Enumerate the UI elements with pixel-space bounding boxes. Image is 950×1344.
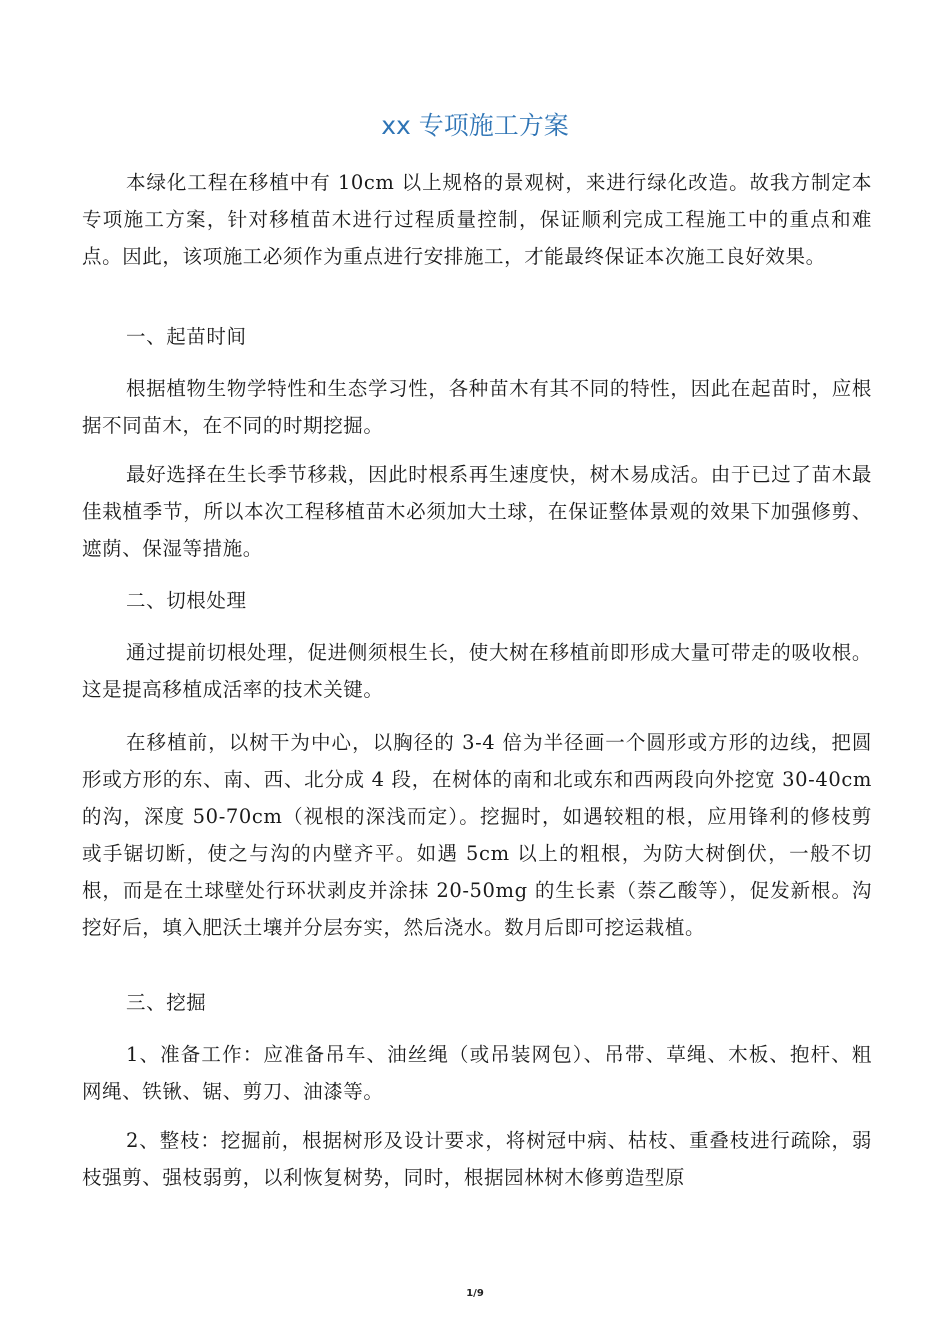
heading-qimiao-time: 一、起苗时间: [126, 325, 247, 348]
document-title: xx 专项施工方案: [381, 111, 569, 140]
paragraph-intro: 本绿化工程在移植中有 10cm 以上规格的景观树，来进行绿化改造。故我方制定本专项施工方案，针对移植苗木进行过程质量控制，保证顺利完成工程施工中的重点和难点。因此，该项施工必须作为重点进行安排施工，才能最终保证本次施工良好效果。: [82, 171, 872, 268]
paragraph-root-cutting-2: 在移植前，以树干为中心，以胸径的 3-4 倍为半径画一个圆形或方形的边线，把圆形或方形的东、南、西、北分成 4 段，在树体的南和北或东和西两段向外挖宽 30-40cm 的沟，深度 50-70cm（视根的深浅而定）。挖掘时，如遇较粗的根，应用锋利的修枝剪或手锯切断，使之与沟的内壁齐平。如遇 5cm 以上的粗根，为防大树倒伏，一般不切根，而是在土球壁处行环状剥皮并涂抹 20-50mg 的生长素（萘乙酸等），促发新根。沟挖好后，填入肥沃土壤并分层夯实，然后浇水。数月后即可挖运栽植。: [82, 731, 872, 939]
page-number: 1/9: [466, 1288, 484, 1299]
paragraph-preparation: 1、准备工作：应准备吊车、油丝绳（或吊装网包）、吊带、草绳、木板、抱杆、粗网绳、铁锹、锯、剪刀、油漆等。: [82, 1043, 872, 1103]
paragraph-pruning: 2、整枝：挖掘前，根据树形及设计要求，将树冠中病、枯枝、重叠枝进行疏除，弱枝强剪、强枝弱剪，以利恢复树势，同时，根据园林树木修剪造型原: [82, 1129, 872, 1189]
paragraph-qimiao-1: 根据植物生物学特性和生态学习性，各种苗木有其不同的特性，因此在起苗时，应根据不同苗木，在不同的时期挖掘。: [82, 377, 872, 437]
paragraph-qimiao-2: 最好选择在生长季节移栽，因此时根系再生速度快，树木易成活。由于已过了苗木最佳栽植季节，所以本次工程移植苗木必须加大土球，在保证整体景观的效果下加强修剪、遮荫、保湿等措施。: [82, 463, 872, 560]
heading-root-cutting: 二、切根处理: [126, 589, 247, 612]
paragraph-root-cutting-1: 通过提前切根处理，促进侧须根生长，使大树在移植前即形成大量可带走的吸收根。这是提高移植成活率的技术关键。: [82, 641, 872, 701]
heading-digging: 三、挖掘: [126, 991, 207, 1014]
